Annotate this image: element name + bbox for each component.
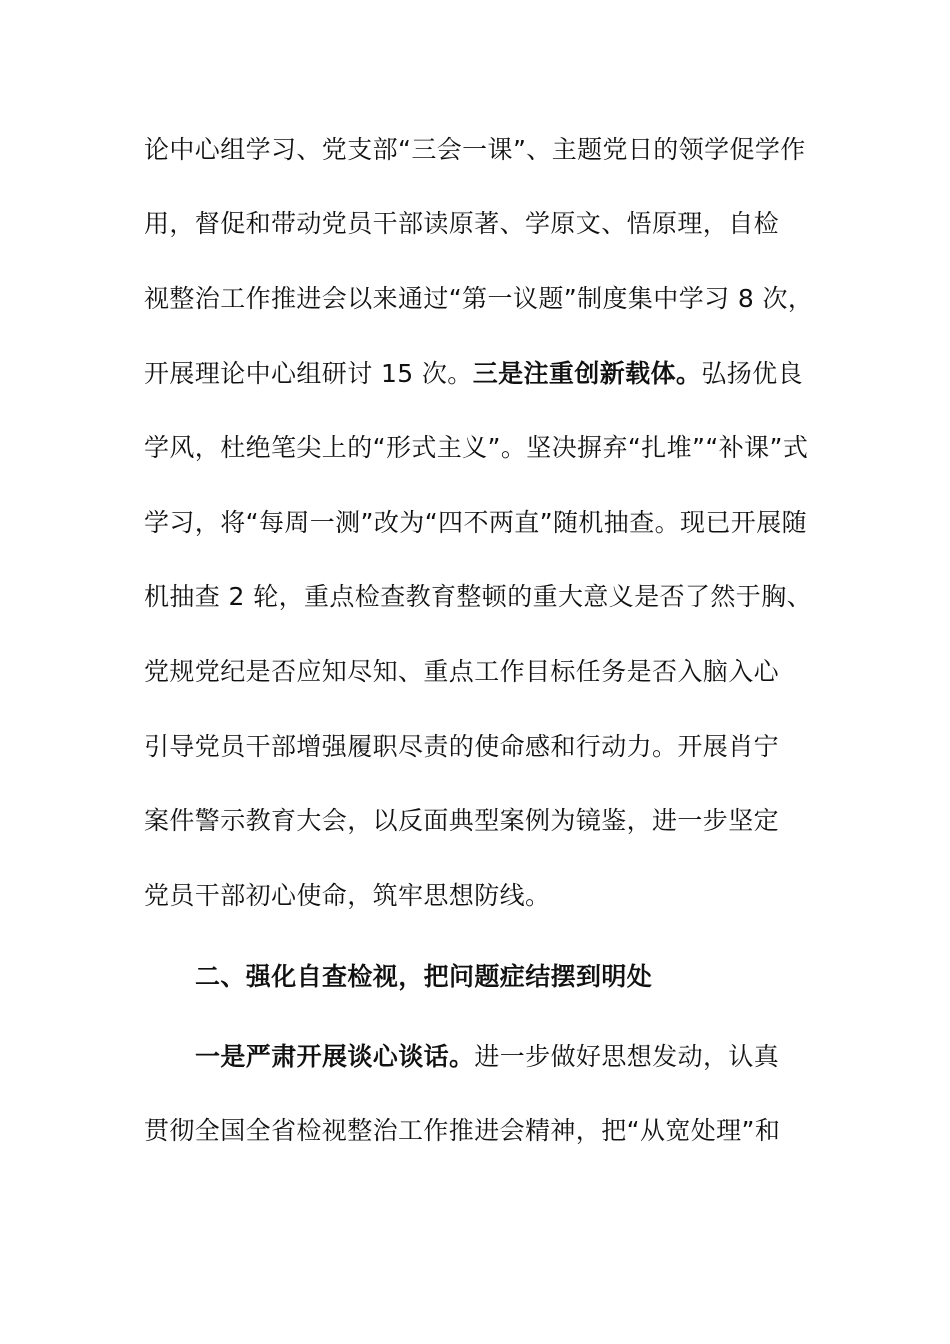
paragraph-line-8: 党规党纪是否应知尽知、重点工作目标任务是否入脑入心 — [144, 657, 780, 686]
paragraph-line-9: 引导党员干部增强履职尽责的使命感和行动力。开展肖宁 — [144, 732, 780, 761]
paragraph-line-5: 学风，杜绝笔尖上的“形式主义”。坚决摒弃“扎堆”“补课”式 — [144, 433, 809, 462]
paragraph-line-2: 用，督促和带动党员干部读原著、学原文、悟原理，自检 — [144, 209, 780, 238]
bold-lead-talks: 一是严肃开展谈心谈话。 — [195, 1042, 475, 1071]
paragraph-line-10: 案件警示教育大会，以反面典型案例为镜鉴，进一步坚定 — [144, 806, 780, 835]
paragraph-line-3: 视整治工作推进会以来通过“第一议题”制度集中学习 8 次， — [144, 284, 814, 313]
paragraph-line-11: 党员干部初心使命，筑牢思想防线。 — [144, 881, 551, 910]
paragraph-text: 弘扬优良 — [701, 359, 803, 388]
bold-lead-innovation: 三是注重创新载体。 — [472, 359, 702, 388]
paragraph-text: 进一步做好思想发动，认真 — [474, 1042, 780, 1071]
paragraph-line-7: 机抽查 2 轮，重点检查教育整顿的重大意义是否了然于胸、 — [144, 582, 813, 611]
paragraph-line-4 — [144, 357, 824, 391]
paragraph2-line-1 — [195, 1040, 825, 1074]
section-heading: 二、强化自查检视，把问题症结摆到明处 — [195, 962, 653, 991]
paragraph2-line-2: 贯彻全国全省检视整治工作推进会精神，把“从宽处理”和 — [144, 1116, 781, 1145]
paragraph-line-6: 学习，将“每周一测”改为“四不两直”随机抽查。现已开展随 — [144, 508, 808, 537]
paragraph-text: 开展理论中心组研讨 15 次。 — [144, 359, 473, 388]
paragraph-line-1: 论中心组学习、党支部“三会一课”、主题党日的领学促学作 — [144, 135, 806, 164]
